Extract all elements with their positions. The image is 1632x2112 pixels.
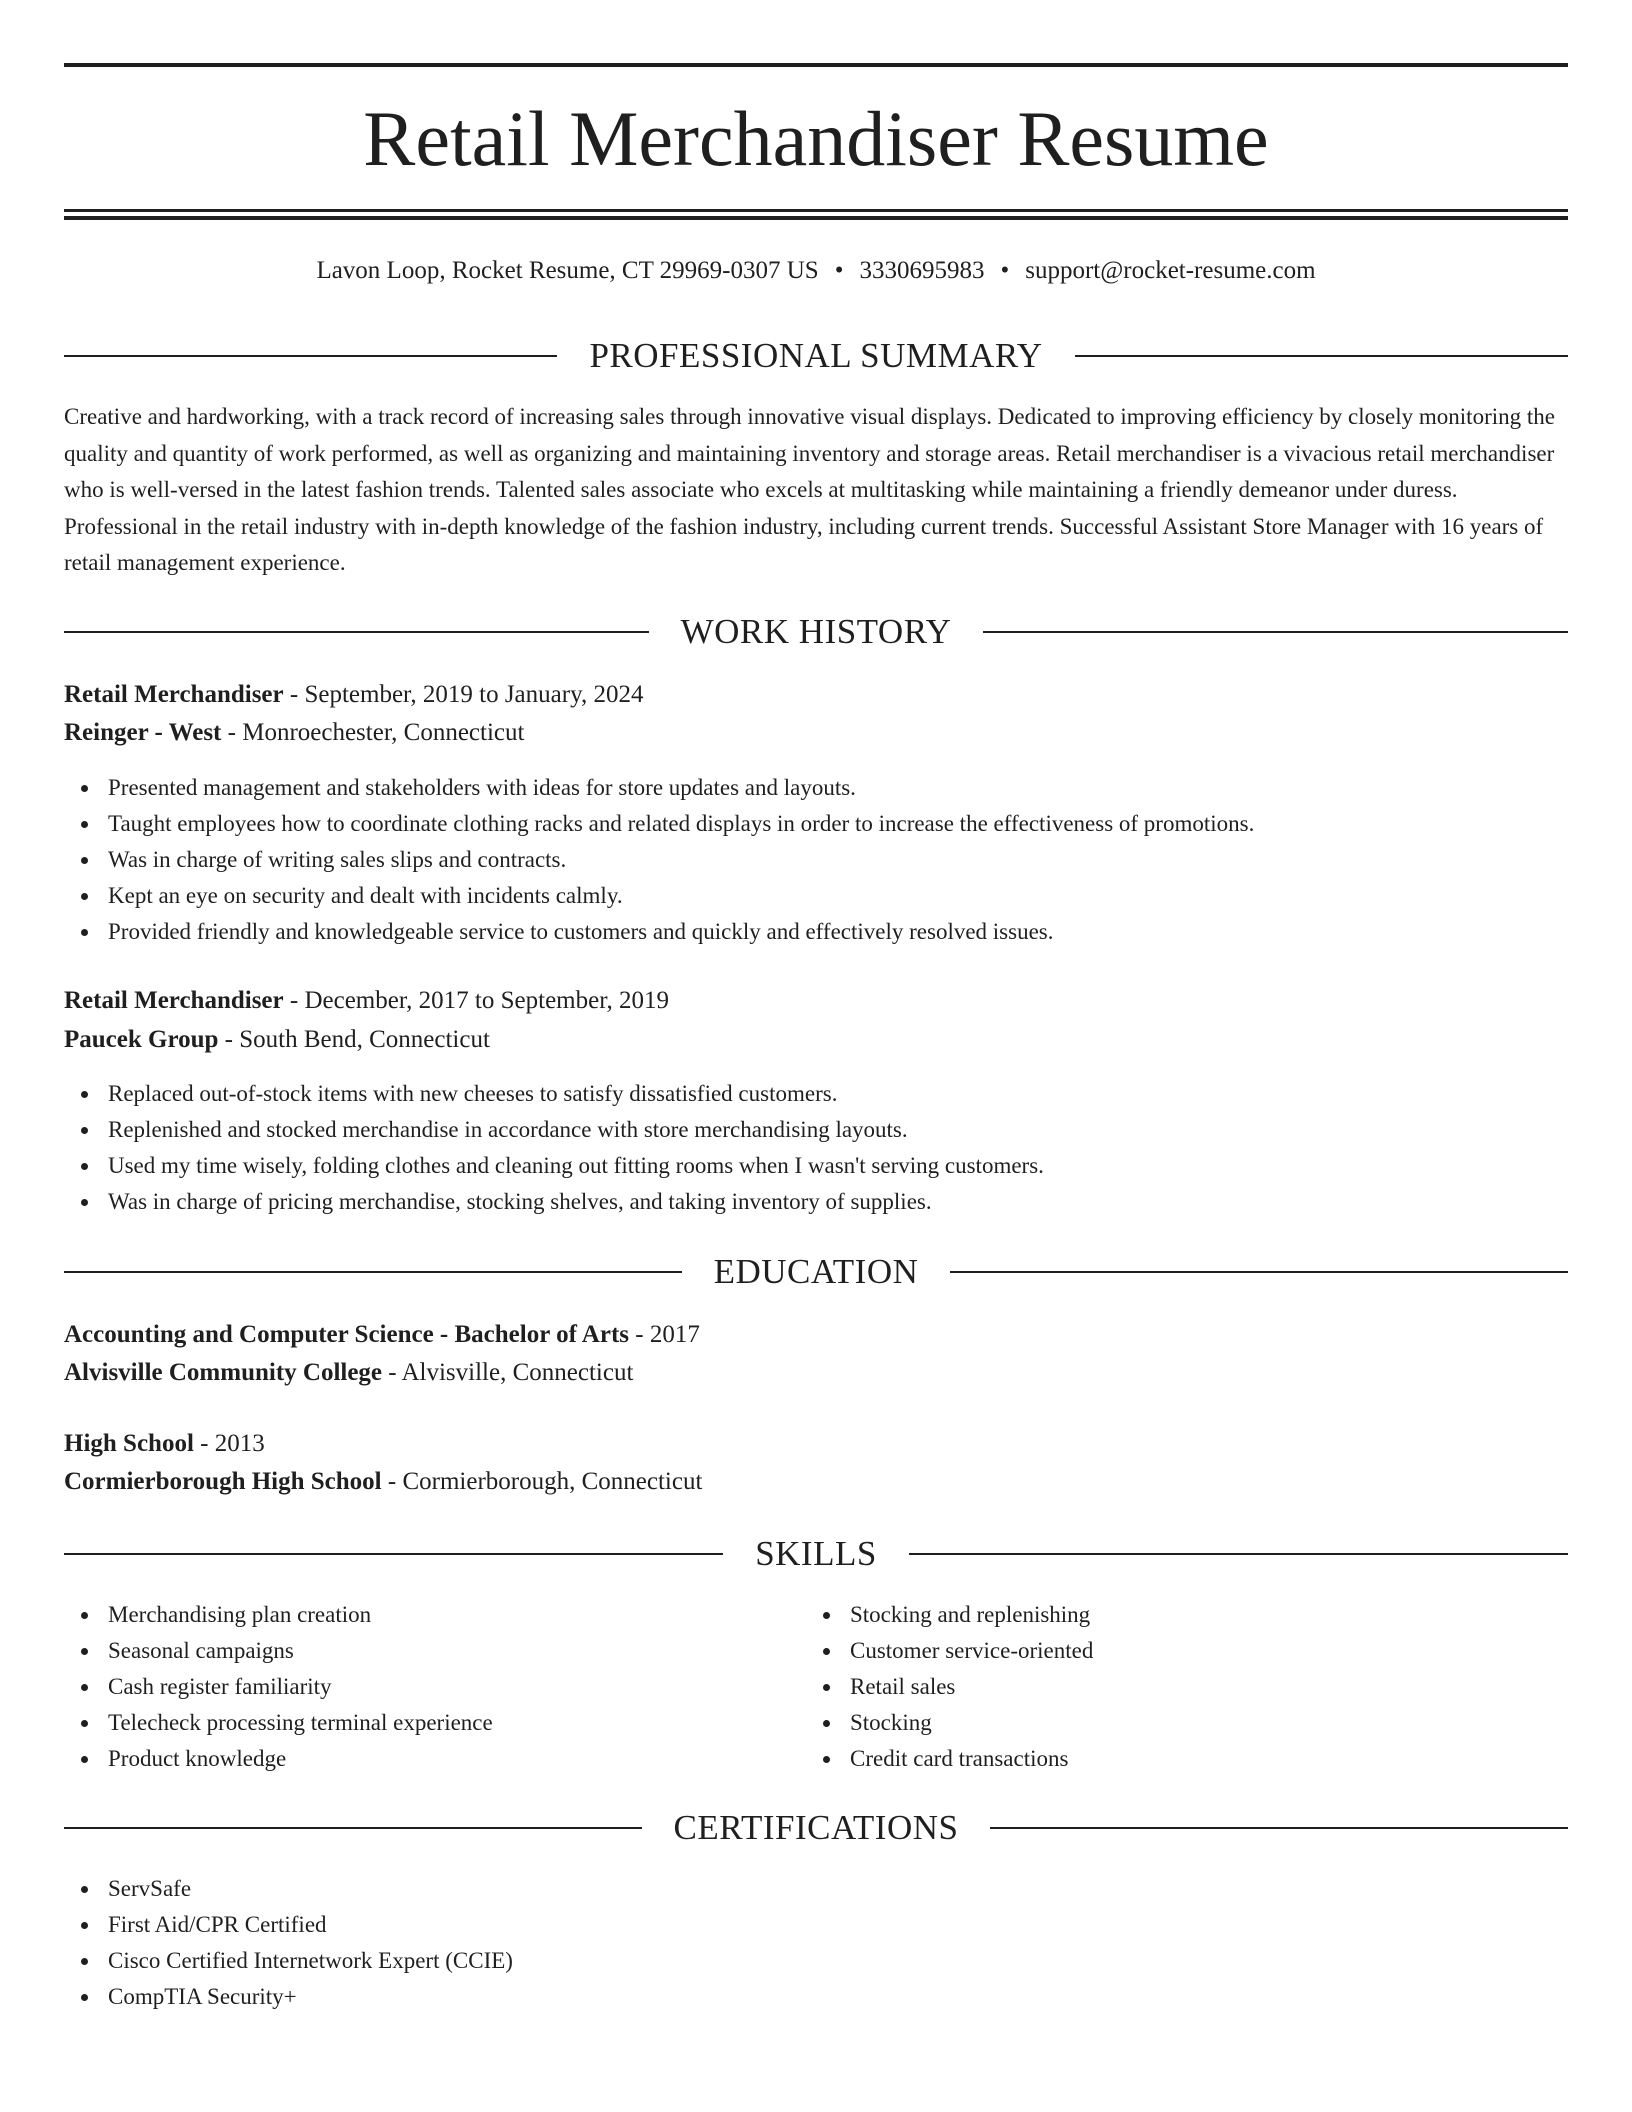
skill-item: Merchandising plan creation [64,1597,804,1633]
heading-rule [64,1827,642,1829]
skill-item: Seasonal campaigns [64,1633,804,1669]
certification-item: CompTIA Security+ [64,1979,513,2015]
heading-rule [64,1553,723,1555]
job-title: Retail Merchandiser [64,681,284,708]
education-school-line [64,1464,1568,1500]
header-bottom-rule [64,209,1568,212]
skills-list-right [806,1597,1546,1777]
education-degree: High School [64,1430,194,1457]
education-year: - 2013 [193,1430,265,1457]
education-school-line [64,1355,1568,1391]
list-item: Was in charge of pricing merchandise, stocking shelves, and taking inventory of supplies. [64,1184,1044,1220]
section-title: SKILLS [755,1534,877,1573]
header-bottom-rule-2 [64,216,1568,220]
contact-address: Lavon Loop, Rocket Resume, CT 29969-0307 US [316,257,819,284]
section-title: CERTIFICATIONS [673,1808,959,1847]
list-item: Replenished and stocked merchandise in accordance with store merchandising layouts. [64,1112,1044,1148]
job-title-line [64,677,1568,713]
skill-item: Product knowledge [64,1741,804,1777]
list-item: Provided friendly and knowledgeable service to customers and quickly and effectively resolved issues. [64,914,1254,950]
header-top-rule [64,63,1568,67]
job-title-line [64,983,1568,1019]
certification-item: ServSafe [64,1871,513,1907]
education-year: - 2017 [629,1321,700,1348]
education-school: Cormierborough High School [64,1468,382,1495]
contact-separator: • [834,257,844,284]
job-location: - Monroechester, Connecticut [221,719,525,746]
job-location: - South Bend, Connecticut [218,1026,490,1053]
section-heading-certifications [64,1806,1568,1850]
job-dates: - December, 2017 to September, 2019 [283,987,670,1014]
job-dates: - September, 2019 to January, 2024 [283,681,644,708]
certification-item: First Aid/CPR Certified [64,1907,513,1943]
education-degree-line [64,1317,1568,1353]
skill-item: Telecheck processing terminal experience [64,1705,804,1741]
list-item: Used my time wisely, folding clothes and cleaning out fitting rooms when I wasn't serving customers. [64,1148,1044,1184]
job-title: Retail Merchandiser [64,987,284,1014]
job-company-line [64,1022,1568,1058]
certification-item: Cisco Certified Internetwork Expert (CCIE) [64,1943,513,1979]
heading-rule [64,1271,682,1273]
job-duties-list [64,770,1254,950]
skill-item: Stocking and replenishing [806,1597,1546,1633]
section-heading-skills [64,1532,1568,1576]
contact-line [64,255,1568,287]
skill-item: Customer service-oriented [806,1633,1546,1669]
heading-rule [990,1827,1568,1829]
skill-item: Cash register familiarity [64,1669,804,1705]
contact-separator: • [1000,257,1010,284]
heading-rule [64,355,557,357]
job-company: Paucek Group [64,1026,219,1053]
job-company: Reinger - West [64,719,222,746]
contact-phone: 3330695983 [859,257,985,284]
heading-rule [64,631,649,633]
education-location: - Cormierborough, Connecticut [381,1468,703,1495]
contact-email: support@rocket-resume.com [1025,257,1316,284]
list-item: Presented management and stakeholders with ideas for store updates and layouts. [64,770,1254,806]
section-heading-education [64,1250,1568,1294]
section-title: EDUCATION [713,1252,919,1291]
section-title: WORK HISTORY [680,612,952,651]
heading-rule [950,1271,1568,1273]
list-item: Kept an eye on security and dealt with incidents calmly. [64,878,1254,914]
education-degree-line [64,1426,1568,1462]
skill-item: Credit card transactions [806,1741,1546,1777]
job-company-line [64,715,1568,751]
education-location: - Alvisville, Connecticut [382,1359,634,1386]
section-heading-summary [64,334,1568,378]
skill-item: Retail sales [806,1669,1546,1705]
education-school: Alvisville Community College [64,1359,383,1386]
section-title: PROFESSIONAL SUMMARY [589,336,1043,375]
heading-rule [909,1553,1568,1555]
heading-rule [1075,355,1568,357]
list-item: Taught employees how to coordinate clothing racks and related displays in order to increase the effectiveness of promotions. [64,806,1254,842]
job-duties-list [64,1076,1044,1220]
summary-text: Creative and hardworking, with a track record of increasing sales through innovative visual displays. Dedicated to improving efficiency by closely monitoring the quality and quantity of work performed, as well as organizing and maintaining inventory and storage areas. Retail merchandiser is a vivacious retail merchandiser who is well-versed in the latest fashion trends. Talented sales associate who excels at multitasking while maintaining a friendly demeanor under duress. Professional in the retail industry with in-depth knowledge of the fashion industry, including current trends. Successful Assistant Store Manager with 16 years of retail management experience. [64,404,1555,575]
skill-item: Stocking [806,1705,1546,1741]
list-item: Replaced out-of-stock items with new cheeses to satisfy dissatisfied customers. [64,1076,1044,1112]
heading-rule [983,631,1568,633]
list-item: Was in charge of writing sales slips and contracts. [64,842,1254,878]
section-heading-work-history [64,610,1568,654]
certifications-list [64,1871,513,2015]
education-degree: Accounting and Computer Science - Bachelor of Arts [64,1321,630,1348]
resume-title: Retail Merchandiser Resume [363,95,1269,182]
skills-list-left [64,1597,804,1777]
